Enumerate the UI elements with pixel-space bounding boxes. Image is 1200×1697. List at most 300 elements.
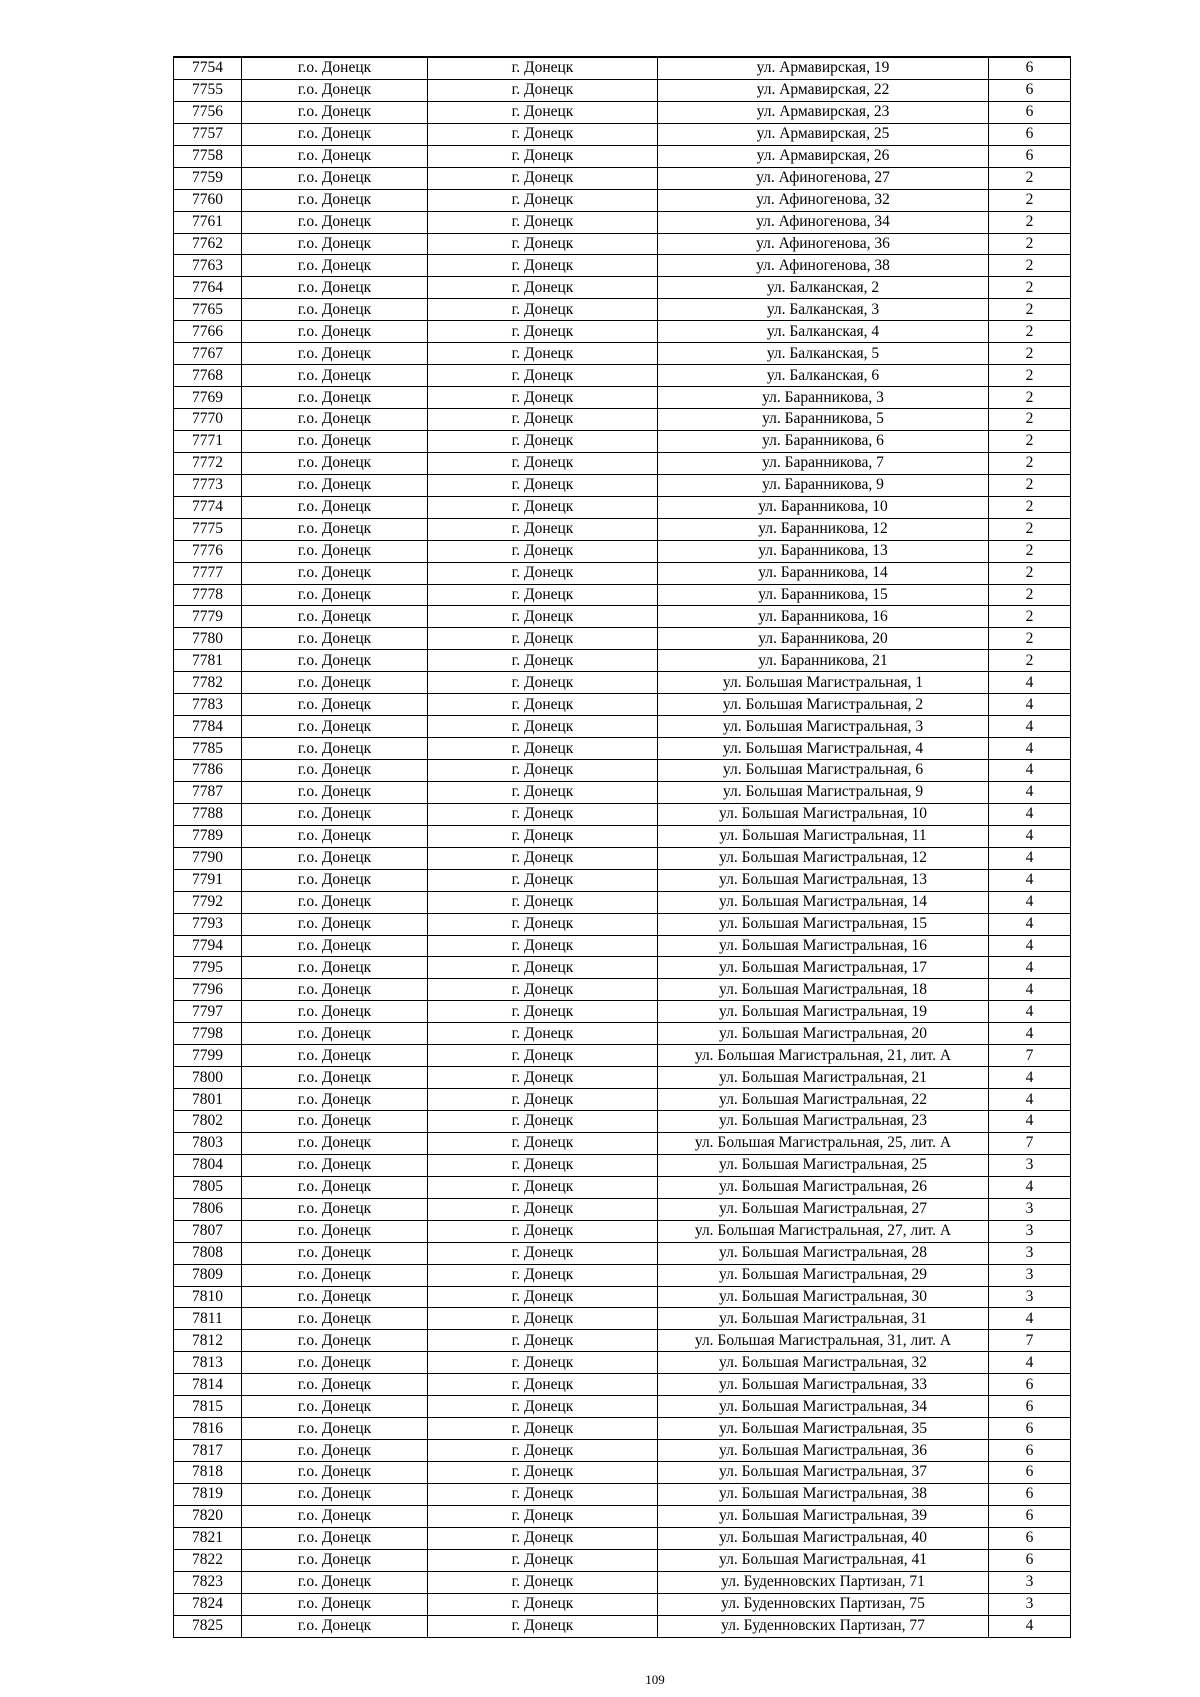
table-row bbox=[174, 716, 1071, 738]
cell-okrug: г.о. Донецк bbox=[242, 1462, 428, 1484]
cell-city: г. Донецк bbox=[428, 387, 658, 409]
cell-value: 6 bbox=[989, 101, 1071, 123]
cell-city: г. Донецк bbox=[428, 1396, 658, 1418]
cell-address: ул. Армавирская, 25 bbox=[658, 123, 989, 145]
cell-address: ул. Афиногенова, 36 bbox=[658, 233, 989, 255]
cell-num: 7768 bbox=[174, 365, 242, 387]
cell-address: ул. Большая Магистральная, 31, лит. А bbox=[658, 1330, 989, 1352]
cell-address: ул. Большая Магистральная, 1 bbox=[658, 672, 989, 694]
cell-value: 2 bbox=[989, 518, 1071, 540]
table-row bbox=[174, 211, 1071, 233]
cell-okrug: г.о. Донецк bbox=[242, 540, 428, 562]
cell-city: г. Донецк bbox=[428, 1462, 658, 1484]
cell-city: г. Донецк bbox=[428, 606, 658, 628]
cell-value: 4 bbox=[989, 1615, 1071, 1637]
cell-address: ул. Большая Магистральная, 11 bbox=[658, 825, 989, 847]
cell-city: г. Донецк bbox=[428, 760, 658, 782]
cell-value: 6 bbox=[989, 1396, 1071, 1418]
cell-num: 7762 bbox=[174, 233, 242, 255]
cell-city: г. Донецк bbox=[428, 1132, 658, 1154]
cell-value: 7 bbox=[989, 1045, 1071, 1067]
cell-city: г. Донецк bbox=[428, 781, 658, 803]
cell-value: 6 bbox=[989, 1462, 1071, 1484]
cell-num: 7812 bbox=[174, 1330, 242, 1352]
cell-okrug: г.о. Донецк bbox=[242, 365, 428, 387]
cell-num: 7766 bbox=[174, 321, 242, 343]
cell-city: г. Донецк bbox=[428, 1374, 658, 1396]
table-row bbox=[174, 474, 1071, 496]
table-row bbox=[174, 1264, 1071, 1286]
cell-address: ул. Армавирская, 23 bbox=[658, 101, 989, 123]
table-row bbox=[174, 1330, 1071, 1352]
cell-address: ул. Баранникова, 15 bbox=[658, 584, 989, 606]
cell-value: 4 bbox=[989, 1001, 1071, 1023]
cell-value: 2 bbox=[989, 409, 1071, 431]
cell-city: г. Донецк bbox=[428, 716, 658, 738]
cell-city: г. Донецк bbox=[428, 452, 658, 474]
cell-num: 7809 bbox=[174, 1264, 242, 1286]
cell-address: ул. Большая Магистральная, 39 bbox=[658, 1505, 989, 1527]
cell-city: г. Донецк bbox=[428, 1001, 658, 1023]
cell-address: ул. Балканская, 2 bbox=[658, 277, 989, 299]
cell-num: 7813 bbox=[174, 1352, 242, 1374]
cell-value: 4 bbox=[989, 913, 1071, 935]
cell-city: г. Донецк bbox=[428, 540, 658, 562]
cell-okrug: г.о. Донецк bbox=[242, 1001, 428, 1023]
cell-okrug: г.о. Донецк bbox=[242, 496, 428, 518]
table-row bbox=[174, 1001, 1071, 1023]
table-row bbox=[174, 1483, 1071, 1505]
cell-okrug: г.о. Донецк bbox=[242, 562, 428, 584]
cell-value: 4 bbox=[989, 869, 1071, 891]
cell-okrug: г.о. Донецк bbox=[242, 518, 428, 540]
table-row bbox=[174, 321, 1071, 343]
cell-num: 7760 bbox=[174, 189, 242, 211]
cell-address: ул. Большая Магистральная, 19 bbox=[658, 1001, 989, 1023]
cell-value: 4 bbox=[989, 694, 1071, 716]
cell-city: г. Донецк bbox=[428, 299, 658, 321]
cell-num: 7784 bbox=[174, 716, 242, 738]
cell-value: 6 bbox=[989, 57, 1071, 79]
cell-num: 7790 bbox=[174, 847, 242, 869]
cell-okrug: г.о. Донецк bbox=[242, 1615, 428, 1637]
table-row bbox=[174, 738, 1071, 760]
cell-value: 4 bbox=[989, 1176, 1071, 1198]
cell-num: 7818 bbox=[174, 1462, 242, 1484]
cell-city: г. Донецк bbox=[428, 1089, 658, 1111]
cell-okrug: г.о. Донецк bbox=[242, 979, 428, 1001]
cell-okrug: г.о. Донецк bbox=[242, 716, 428, 738]
cell-city: г. Донецк bbox=[428, 1023, 658, 1045]
cell-city: г. Донецк bbox=[428, 211, 658, 233]
cell-num: 7777 bbox=[174, 562, 242, 584]
cell-okrug: г.о. Донецк bbox=[242, 1264, 428, 1286]
cell-address: ул. Баранникова, 16 bbox=[658, 606, 989, 628]
cell-city: г. Донецк bbox=[428, 803, 658, 825]
cell-address: ул. Большая Магистральная, 36 bbox=[658, 1440, 989, 1462]
cell-num: 7764 bbox=[174, 277, 242, 299]
cell-city: г. Донецк bbox=[428, 1111, 658, 1133]
cell-city: г. Донецк bbox=[428, 321, 658, 343]
cell-city: г. Донецк bbox=[428, 1308, 658, 1330]
cell-okrug: г.о. Донецк bbox=[242, 1111, 428, 1133]
cell-okrug: г.о. Донецк bbox=[242, 430, 428, 452]
cell-value: 2 bbox=[989, 628, 1071, 650]
cell-num: 7795 bbox=[174, 957, 242, 979]
cell-address: ул. Афиногенова, 34 bbox=[658, 211, 989, 233]
cell-num: 7825 bbox=[174, 1615, 242, 1637]
cell-value: 2 bbox=[989, 452, 1071, 474]
table-row bbox=[174, 365, 1071, 387]
cell-address: ул. Большая Магистральная, 33 bbox=[658, 1374, 989, 1396]
cell-value: 2 bbox=[989, 321, 1071, 343]
table-row bbox=[174, 277, 1071, 299]
cell-value: 2 bbox=[989, 540, 1071, 562]
cell-num: 7799 bbox=[174, 1045, 242, 1067]
cell-okrug: г.о. Донецк bbox=[242, 913, 428, 935]
cell-num: 7797 bbox=[174, 1001, 242, 1023]
table-row bbox=[174, 979, 1071, 1001]
cell-value: 2 bbox=[989, 474, 1071, 496]
cell-okrug: г.о. Донецк bbox=[242, 1286, 428, 1308]
cell-okrug: г.о. Донецк bbox=[242, 957, 428, 979]
cell-city: г. Донецк bbox=[428, 935, 658, 957]
cell-value: 4 bbox=[989, 803, 1071, 825]
cell-address: ул. Большая Магистральная, 9 bbox=[658, 781, 989, 803]
cell-address: ул. Армавирская, 19 bbox=[658, 57, 989, 79]
cell-num: 7807 bbox=[174, 1220, 242, 1242]
cell-okrug: г.о. Донецк bbox=[242, 1089, 428, 1111]
table-row bbox=[174, 825, 1071, 847]
table-row bbox=[174, 628, 1071, 650]
cell-address: ул. Армавирская, 22 bbox=[658, 79, 989, 101]
table-row bbox=[174, 430, 1071, 452]
cell-city: г. Донецк bbox=[428, 1264, 658, 1286]
table-row bbox=[174, 1023, 1071, 1045]
cell-value: 2 bbox=[989, 365, 1071, 387]
cell-address: ул. Балканская, 6 bbox=[658, 365, 989, 387]
table-row bbox=[174, 1374, 1071, 1396]
cell-okrug: г.о. Донецк bbox=[242, 101, 428, 123]
cell-value: 4 bbox=[989, 1089, 1071, 1111]
cell-num: 7783 bbox=[174, 694, 242, 716]
page-number: 109 bbox=[645, 1672, 665, 1687]
cell-value: 4 bbox=[989, 847, 1071, 869]
cell-num: 7765 bbox=[174, 299, 242, 321]
cell-value: 2 bbox=[989, 167, 1071, 189]
cell-address: ул. Баранникова, 21 bbox=[658, 650, 989, 672]
cell-value: 3 bbox=[989, 1198, 1071, 1220]
cell-num: 7788 bbox=[174, 803, 242, 825]
table-row bbox=[174, 650, 1071, 672]
cell-okrug: г.о. Донецк bbox=[242, 1374, 428, 1396]
cell-city: г. Донецк bbox=[428, 1330, 658, 1352]
table-row bbox=[174, 1198, 1071, 1220]
cell-value: 6 bbox=[989, 1483, 1071, 1505]
cell-address: ул. Баранникова, 20 bbox=[658, 628, 989, 650]
table-row bbox=[174, 1132, 1071, 1154]
cell-num: 7754 bbox=[174, 57, 242, 79]
cell-num: 7792 bbox=[174, 891, 242, 913]
cell-okrug: г.о. Донецк bbox=[242, 1418, 428, 1440]
cell-city: г. Донецк bbox=[428, 979, 658, 1001]
cell-okrug: г.о. Донецк bbox=[242, 474, 428, 496]
cell-okrug: г.о. Донецк bbox=[242, 1242, 428, 1264]
cell-okrug: г.о. Донецк bbox=[242, 233, 428, 255]
cell-address: ул. Большая Магистральная, 22 bbox=[658, 1089, 989, 1111]
cell-city: г. Донецк bbox=[428, 1571, 658, 1593]
cell-city: г. Донецк bbox=[428, 694, 658, 716]
cell-okrug: г.о. Донецк bbox=[242, 1527, 428, 1549]
cell-okrug: г.о. Донецк bbox=[242, 343, 428, 365]
cell-num: 7811 bbox=[174, 1308, 242, 1330]
cell-num: 7822 bbox=[174, 1549, 242, 1571]
cell-address: ул. Большая Магистральная, 2 bbox=[658, 694, 989, 716]
cell-value: 2 bbox=[989, 387, 1071, 409]
cell-address: ул. Большая Магистральная, 14 bbox=[658, 891, 989, 913]
cell-address: ул. Большая Магистральная, 10 bbox=[658, 803, 989, 825]
cell-address: ул. Большая Магистральная, 15 bbox=[658, 913, 989, 935]
table-row bbox=[174, 1154, 1071, 1176]
cell-num: 7791 bbox=[174, 869, 242, 891]
table-row bbox=[174, 409, 1071, 431]
table-row bbox=[174, 101, 1071, 123]
cell-num: 7798 bbox=[174, 1023, 242, 1045]
cell-num: 7824 bbox=[174, 1593, 242, 1615]
cell-value: 6 bbox=[989, 1505, 1071, 1527]
cell-address: ул. Большая Магистральная, 28 bbox=[658, 1242, 989, 1264]
cell-num: 7773 bbox=[174, 474, 242, 496]
cell-address: ул. Баранникова, 13 bbox=[658, 540, 989, 562]
cell-okrug: г.о. Донецк bbox=[242, 1132, 428, 1154]
cell-okrug: г.о. Донецк bbox=[242, 1505, 428, 1527]
cell-address: ул. Большая Магистральная, 38 bbox=[658, 1483, 989, 1505]
cell-num: 7780 bbox=[174, 628, 242, 650]
cell-okrug: г.о. Донецк bbox=[242, 1154, 428, 1176]
table-row bbox=[174, 1593, 1071, 1615]
cell-value: 2 bbox=[989, 496, 1071, 518]
table-body bbox=[174, 57, 1071, 1637]
cell-city: г. Донецк bbox=[428, 1352, 658, 1374]
table-row bbox=[174, 1242, 1071, 1264]
cell-address: ул. Большая Магистральная, 12 bbox=[658, 847, 989, 869]
cell-city: г. Донецк bbox=[428, 1418, 658, 1440]
cell-okrug: г.о. Донецк bbox=[242, 299, 428, 321]
cell-value: 2 bbox=[989, 255, 1071, 277]
table-row bbox=[174, 562, 1071, 584]
cell-okrug: г.о. Донецк bbox=[242, 123, 428, 145]
table-row bbox=[174, 1527, 1071, 1549]
cell-value: 6 bbox=[989, 1549, 1071, 1571]
table-row bbox=[174, 760, 1071, 782]
cell-num: 7814 bbox=[174, 1374, 242, 1396]
cell-num: 7801 bbox=[174, 1089, 242, 1111]
cell-value: 2 bbox=[989, 299, 1071, 321]
cell-okrug: г.о. Донецк bbox=[242, 650, 428, 672]
cell-value: 4 bbox=[989, 979, 1071, 1001]
table-row bbox=[174, 781, 1071, 803]
cell-okrug: г.о. Донецк bbox=[242, 277, 428, 299]
cell-num: 7757 bbox=[174, 123, 242, 145]
cell-address: ул. Большая Магистральная, 35 bbox=[658, 1418, 989, 1440]
cell-address: ул. Большая Магистральная, 3 bbox=[658, 716, 989, 738]
cell-num: 7820 bbox=[174, 1505, 242, 1527]
cell-city: г. Донецк bbox=[428, 1440, 658, 1462]
cell-city: г. Донецк bbox=[428, 1483, 658, 1505]
cell-num: 7785 bbox=[174, 738, 242, 760]
cell-num: 7817 bbox=[174, 1440, 242, 1462]
cell-city: г. Донецк bbox=[428, 496, 658, 518]
cell-num: 7789 bbox=[174, 825, 242, 847]
table-row bbox=[174, 913, 1071, 935]
table-row bbox=[174, 299, 1071, 321]
cell-city: г. Донецк bbox=[428, 628, 658, 650]
cell-city: г. Донецк bbox=[428, 869, 658, 891]
cell-okrug: г.о. Донецк bbox=[242, 935, 428, 957]
cell-okrug: г.о. Донецк bbox=[242, 628, 428, 650]
cell-address: ул. Большая Магистральная, 16 bbox=[658, 935, 989, 957]
cell-okrug: г.о. Донецк bbox=[242, 606, 428, 628]
cell-value: 6 bbox=[989, 1418, 1071, 1440]
cell-okrug: г.о. Донецк bbox=[242, 694, 428, 716]
cell-city: г. Донецк bbox=[428, 233, 658, 255]
cell-value: 4 bbox=[989, 672, 1071, 694]
table-row bbox=[174, 847, 1071, 869]
cell-num: 7796 bbox=[174, 979, 242, 1001]
cell-okrug: г.о. Донецк bbox=[242, 803, 428, 825]
cell-num: 7787 bbox=[174, 781, 242, 803]
cell-okrug: г.о. Донецк bbox=[242, 321, 428, 343]
table-row bbox=[174, 145, 1071, 167]
cell-city: г. Донецк bbox=[428, 584, 658, 606]
table-row bbox=[174, 1462, 1071, 1484]
cell-value: 2 bbox=[989, 562, 1071, 584]
cell-city: г. Донецк bbox=[428, 891, 658, 913]
cell-address: ул. Баранникова, 9 bbox=[658, 474, 989, 496]
cell-okrug: г.о. Донецк bbox=[242, 145, 428, 167]
cell-okrug: г.о. Донецк bbox=[242, 189, 428, 211]
cell-address: ул. Большая Магистральная, 21 bbox=[658, 1067, 989, 1089]
cell-value: 2 bbox=[989, 211, 1071, 233]
cell-num: 7810 bbox=[174, 1286, 242, 1308]
cell-city: г. Донецк bbox=[428, 1198, 658, 1220]
cell-okrug: г.о. Донецк bbox=[242, 1396, 428, 1418]
table-row bbox=[174, 1615, 1071, 1637]
cell-value: 4 bbox=[989, 1308, 1071, 1330]
cell-city: г. Донецк bbox=[428, 562, 658, 584]
cell-okrug: г.о. Донецк bbox=[242, 452, 428, 474]
cell-value: 6 bbox=[989, 1374, 1071, 1396]
table-row bbox=[174, 123, 1071, 145]
cell-address: ул. Большая Магистральная, 30 bbox=[658, 1286, 989, 1308]
cell-city: г. Донецк bbox=[428, 189, 658, 211]
cell-value: 7 bbox=[989, 1330, 1071, 1352]
cell-okrug: г.о. Донецк bbox=[242, 57, 428, 79]
cell-num: 7776 bbox=[174, 540, 242, 562]
cell-num: 7804 bbox=[174, 1154, 242, 1176]
cell-okrug: г.о. Донецк bbox=[242, 211, 428, 233]
cell-value: 6 bbox=[989, 145, 1071, 167]
cell-city: г. Донецк bbox=[428, 1154, 658, 1176]
cell-city: г. Донецк bbox=[428, 1220, 658, 1242]
cell-city: г. Донецк bbox=[428, 1286, 658, 1308]
table-row bbox=[174, 518, 1071, 540]
cell-address: ул. Большая Магистральная, 37 bbox=[658, 1462, 989, 1484]
cell-address: ул. Большая Магистральная, 27 bbox=[658, 1198, 989, 1220]
cell-okrug: г.о. Донецк bbox=[242, 1220, 428, 1242]
cell-value: 6 bbox=[989, 1440, 1071, 1462]
table-row bbox=[174, 57, 1071, 79]
cell-okrug: г.о. Донецк bbox=[242, 1176, 428, 1198]
cell-num: 7808 bbox=[174, 1242, 242, 1264]
cell-city: г. Донецк bbox=[428, 57, 658, 79]
cell-num: 7821 bbox=[174, 1527, 242, 1549]
cell-value: 3 bbox=[989, 1593, 1071, 1615]
cell-address: ул. Афиногенова, 32 bbox=[658, 189, 989, 211]
cell-num: 7756 bbox=[174, 101, 242, 123]
cell-num: 7819 bbox=[174, 1483, 242, 1505]
cell-value: 2 bbox=[989, 189, 1071, 211]
table-row bbox=[174, 1308, 1071, 1330]
cell-city: г. Донецк bbox=[428, 650, 658, 672]
cell-value: 4 bbox=[989, 1023, 1071, 1045]
cell-address: ул. Большая Магистральная, 31 bbox=[658, 1308, 989, 1330]
table-row bbox=[174, 1549, 1071, 1571]
table-row bbox=[174, 496, 1071, 518]
table-row bbox=[174, 79, 1071, 101]
cell-num: 7806 bbox=[174, 1198, 242, 1220]
cell-num: 7767 bbox=[174, 343, 242, 365]
cell-num: 7755 bbox=[174, 79, 242, 101]
table-row bbox=[174, 167, 1071, 189]
cell-value: 6 bbox=[989, 1527, 1071, 1549]
cell-num: 7781 bbox=[174, 650, 242, 672]
cell-city: г. Донецк bbox=[428, 277, 658, 299]
cell-address: ул. Большая Магистральная, 25 bbox=[658, 1154, 989, 1176]
cell-city: г. Донецк bbox=[428, 409, 658, 431]
cell-okrug: г.о. Донецк bbox=[242, 1198, 428, 1220]
cell-value: 2 bbox=[989, 277, 1071, 299]
cell-city: г. Донецк bbox=[428, 101, 658, 123]
table-row bbox=[174, 672, 1071, 694]
cell-city: г. Донецк bbox=[428, 1176, 658, 1198]
cell-address: ул. Большая Магистральная, 32 bbox=[658, 1352, 989, 1374]
cell-value: 4 bbox=[989, 716, 1071, 738]
cell-okrug: г.о. Донецк bbox=[242, 672, 428, 694]
cell-address: ул. Балканская, 3 bbox=[658, 299, 989, 321]
cell-city: г. Донецк bbox=[428, 255, 658, 277]
cell-city: г. Донецк bbox=[428, 847, 658, 869]
cell-value: 2 bbox=[989, 233, 1071, 255]
cell-value: 6 bbox=[989, 79, 1071, 101]
table-row bbox=[174, 1089, 1071, 1111]
table-row bbox=[174, 891, 1071, 913]
cell-city: г. Донецк bbox=[428, 123, 658, 145]
cell-okrug: г.о. Донецк bbox=[242, 1593, 428, 1615]
cell-city: г. Донецк bbox=[428, 518, 658, 540]
cell-num: 7779 bbox=[174, 606, 242, 628]
cell-address: ул. Буденновских Партизан, 75 bbox=[658, 1593, 989, 1615]
cell-address: ул. Большая Магистральная, 25, лит. А bbox=[658, 1132, 989, 1154]
table-row bbox=[174, 869, 1071, 891]
cell-address: ул. Баранникова, 10 bbox=[658, 496, 989, 518]
cell-okrug: г.о. Донецк bbox=[242, 584, 428, 606]
cell-city: г. Донецк bbox=[428, 957, 658, 979]
table-row bbox=[174, 606, 1071, 628]
address-table bbox=[173, 56, 1071, 1638]
table-row bbox=[174, 957, 1071, 979]
table-row bbox=[174, 1111, 1071, 1133]
